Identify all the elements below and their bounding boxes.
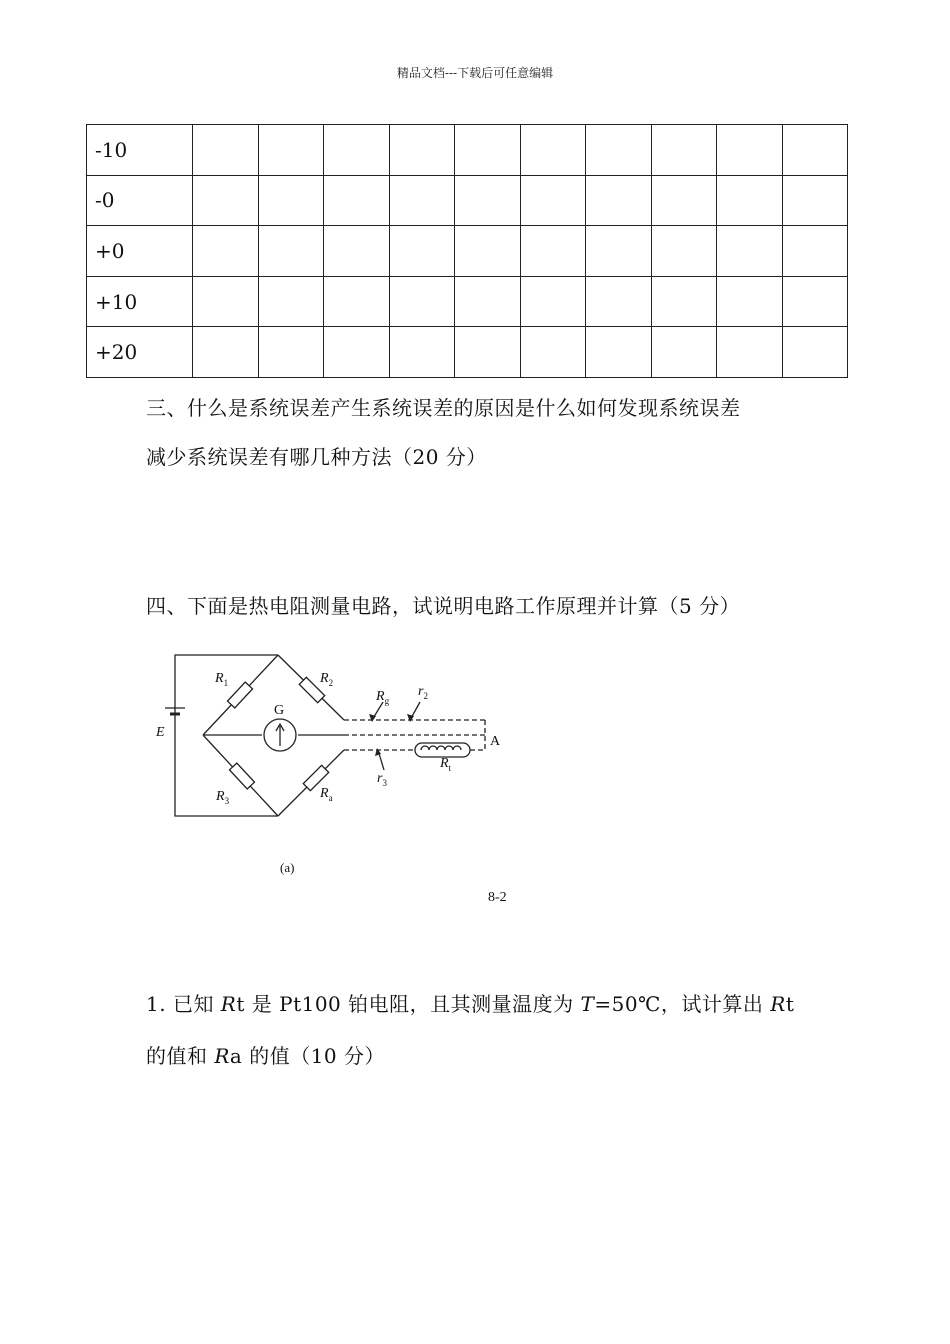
label-r2-sub: 2: [328, 678, 334, 688]
svg-text:R3: [215, 789, 230, 806]
row-label: +10: [87, 276, 193, 327]
bridge-circuit-diagram: [140, 640, 520, 885]
question-4-1-line-1: [146, 988, 794, 1017]
question-3-line-2: 减少系统误差有哪几种方法（20 分）: [146, 445, 487, 469]
svg-text:G: [274, 703, 284, 718]
table-cell: [586, 276, 652, 327]
table-cell: [258, 276, 324, 327]
label-r2-lead-sub: 2: [423, 691, 428, 701]
row-label: +20: [87, 327, 193, 378]
table-body: [87, 125, 848, 378]
row-label: -0: [87, 175, 193, 226]
table-cell: [455, 125, 521, 176]
table-cell: [389, 226, 455, 277]
table-row: [87, 125, 848, 176]
table-cell: [258, 327, 324, 378]
svg-text:Rg: [375, 689, 390, 706]
label-g: G: [274, 703, 285, 718]
table-row: [87, 276, 848, 327]
rt-sensor-body: [415, 743, 470, 757]
question-4-1-line-2: [146, 1040, 385, 1069]
table-cell: [193, 276, 259, 327]
table-row: [87, 175, 848, 226]
table-cell: [520, 276, 586, 327]
table-cell: [389, 175, 455, 226]
resistor-r3: [229, 763, 254, 789]
table-cell: [520, 226, 586, 277]
table-cell: [782, 327, 848, 378]
table-cell: [193, 125, 259, 176]
table-cell: [586, 226, 652, 277]
table-cell: [651, 327, 717, 378]
label-ra: R: [320, 786, 329, 801]
data-table: [86, 124, 848, 378]
svg-text:R1: [214, 671, 228, 688]
table-cell: [193, 175, 259, 226]
table-cell: [455, 175, 521, 226]
table-cell: [455, 226, 521, 277]
page-header: 精品文档---下载后可任意编辑: [396, 66, 554, 80]
table-cell: [520, 175, 586, 226]
label-rg-sub: g: [384, 696, 390, 706]
table-cell: [455, 327, 521, 378]
label-r3: R: [216, 789, 225, 804]
row-label: -10: [87, 125, 193, 176]
svg-text:r3: [377, 771, 387, 788]
table-cell: [324, 327, 390, 378]
svg-text:(a): [280, 860, 294, 875]
resistor-r1: [227, 682, 252, 708]
svg-text:R2: [319, 671, 333, 688]
label-r1: R: [215, 671, 224, 686]
table-cell: [782, 276, 848, 327]
q-var-t: T: [580, 992, 595, 1016]
table-cell: [717, 175, 783, 226]
table-cell: [258, 125, 324, 176]
label-rt: R: [440, 756, 449, 771]
table-cell: [324, 125, 390, 176]
q-text: t: [785, 992, 795, 1016]
table-cell: [258, 175, 324, 226]
table-cell: [389, 327, 455, 378]
svg-text:E: [155, 725, 165, 740]
label-ra-sub: a: [328, 793, 333, 803]
label-r3-lead-sub: 3: [382, 778, 387, 788]
label-r1-sub: 1: [223, 678, 229, 688]
question-3-line-1: 三、什么是系统误差产生系统误差的原因是什么如何发现系统误差: [146, 396, 741, 420]
svg-text:Ra: [319, 786, 333, 803]
label-e: E: [156, 725, 165, 740]
table-cell: [651, 276, 717, 327]
label-r3-sub: 3: [224, 796, 230, 806]
q-var-r: R: [770, 992, 786, 1016]
table-cell: [651, 175, 717, 226]
label-rg: R: [376, 689, 385, 704]
table-cell: [389, 276, 455, 327]
label-r3-lead: r: [377, 771, 383, 786]
table-cell: [717, 125, 783, 176]
svg-text:Rt: [439, 756, 452, 773]
table-cell: [389, 125, 455, 176]
label-a: A: [490, 734, 501, 749]
table-cell: [717, 276, 783, 327]
table-row: [87, 226, 848, 277]
svg-text:A: [490, 734, 501, 749]
q-var-r: R: [220, 992, 237, 1016]
q-text: 1. 已知: [146, 992, 221, 1016]
table-cell: [455, 276, 521, 327]
label-r2-lead: r: [418, 684, 424, 699]
label-rt-sub: t: [448, 763, 452, 773]
table-cell: [520, 125, 586, 176]
table-cell: [258, 226, 324, 277]
table-row: [87, 327, 848, 378]
q-text: a 的值（10 分）: [229, 1044, 386, 1068]
table-cell: [324, 175, 390, 226]
question-4-title: 四、下面是热电阻测量电路，试说明电路工作原理并计算（5 分）: [146, 594, 741, 618]
table-cell: [717, 226, 783, 277]
table-cell: [782, 226, 848, 277]
table-cell: [324, 226, 390, 277]
table-cell: [782, 175, 848, 226]
table-cell: [586, 327, 652, 378]
table-cell: [586, 175, 652, 226]
row-label: +0: [87, 226, 193, 277]
table-cell: [651, 226, 717, 277]
figure-caption: 8-2: [488, 890, 507, 905]
table-cell: [782, 125, 848, 176]
label-r2: R: [320, 671, 329, 686]
q-text: 的值和: [146, 1044, 215, 1068]
table-cell: [717, 327, 783, 378]
table-cell: [193, 226, 259, 277]
table-cell: [586, 125, 652, 176]
q-text: =50℃，试计算出: [594, 992, 771, 1016]
q-text: t 是 Pt100 铂电阻，且其测量温度为: [236, 992, 581, 1016]
table-cell: [193, 327, 259, 378]
q-var-r: R: [214, 1044, 230, 1068]
table-cell: [520, 327, 586, 378]
table-cell: [651, 125, 717, 176]
svg-text:r2: [418, 684, 428, 701]
table-cell: [324, 276, 390, 327]
figure-sublabel: (a): [280, 860, 295, 875]
